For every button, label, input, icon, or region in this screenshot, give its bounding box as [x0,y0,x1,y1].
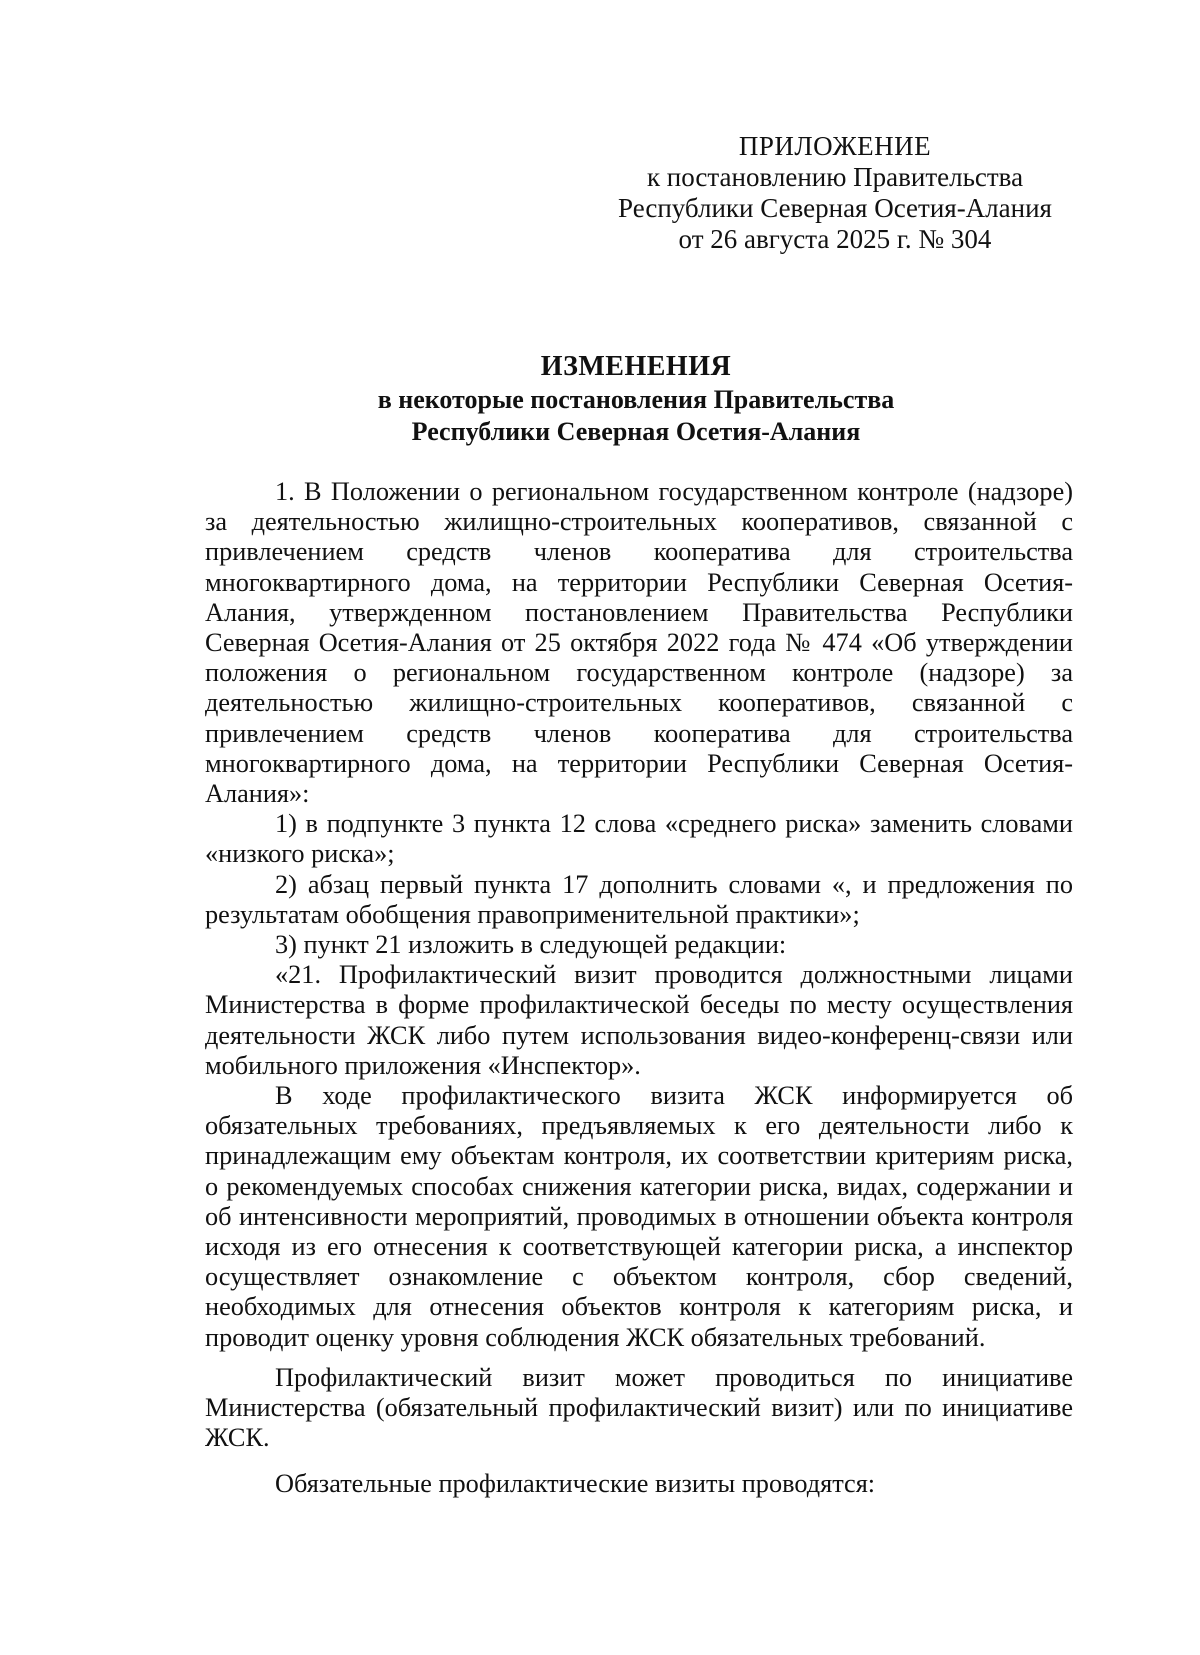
paragraph-5: «21. Профилактический визит проводится должностными лицами Министерства в форме профилактической беседы по месту осуществления деятельности ЖСК либо путем использования видео-конференц-связи или мобильного приложения «Инспектор». [205,960,1073,1080]
appendix-line-2: Республики Северная Осетия-Алания [618,193,1052,223]
document-body [205,477,1073,1499]
appendix-line-3: от 26 августа 2025 г. № 304 [678,224,992,254]
appendix-header [605,131,1065,255]
paragraph-4: 3) пункт 21 изложить в следующей редакции: [275,930,787,960]
paragraph-6: В ходе профилактического визита ЖСК информируется об обязательных требованиях, предъявляемых к его деятельности либо к принадлежащим ему объектам контроля, их соответствии критериям риска, о рекомендуемых способах снижения категории риска, видах, содержании и об интенсивности мероприятий, проводимых в отношении объекта контроля исходя из его отнесения к соответствующей категории риска, а инспектор осуществляет ознакомление с объектом контроля, сбор сведений, необходимых для отнесения объектов контроля к категориям риска, и проводит оценку уровня соблюдения ЖСК обязательных требований. [205,1081,1073,1352]
title-sub-1: в некоторые постановления Правительства [377,385,895,414]
title-main: ИЗМЕНЕНИЯ [540,351,732,382]
paragraph-3: 2) абзац первый пункта 17 дополнить словами «, и предложения по результатам обобщения правоприменительной практики»; [205,869,1073,929]
paragraph-8: Обязательные профилактические визиты проводятся: [275,1468,876,1498]
appendix-heading: ПРИЛОЖЕНИЕ [738,131,932,161]
document-title [200,350,1072,448]
paragraph-1: 1. В Положении о региональном государственном контроле (надзоре) за деятельностью жилищно-строительных кооперативов, связанной с привлечением средств членов кооператива для строительства многоквартирного дома, на территории Республики Северная Осетия-Алания, утвержденном постановлением Правительства Республики Северная Осетия-Алания от 25 октября 2022 года № 474 «Об утверждении положения о региональном государственном контроле (надзоре) за деятельностью жилищно-строительных кооперативов, связанной с привлечением средств членов кооператива для строительства многоквартирного дома, на территории Республики Северная Осетия-Алания»: [205,477,1073,809]
paragraph-2: 1) в подпункте 3 пункта 12 слова «среднего риска» заменить словами «низкого риска»; [205,809,1073,869]
paragraph-7: Профилактический визит может проводиться по инициативе Министерства (обязательный профилактический визит) или по инициативе ЖСК. [205,1362,1073,1453]
title-sub-2: Республики Северная Осетия-Алания [411,417,861,446]
appendix-line-1: к постановлению Правительства [646,162,1024,192]
